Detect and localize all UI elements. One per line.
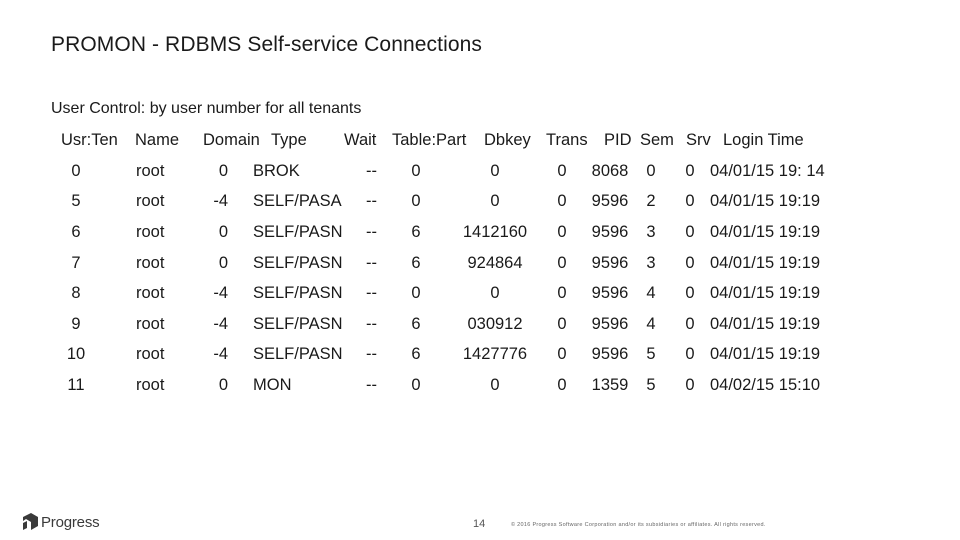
usr-cell: 10: [66, 345, 86, 363]
trans-cell: 0: [557, 254, 567, 272]
table-part-cell: 6: [411, 315, 421, 333]
name-cell: root: [136, 223, 165, 241]
trans-cell: 0: [557, 376, 567, 394]
table-part-cell: 6: [411, 254, 421, 272]
name-cell: root: [136, 162, 165, 180]
login-time-cell: 04/01/15 19: 14: [710, 162, 825, 180]
login-time-cell: 04/01/15 19:19: [710, 315, 821, 333]
dbkey-cell: 1412160: [462, 223, 528, 241]
copyright-notice: © 2016 Progress Software Corporation and/or its subsidiaries or affiliates. All rights reserved.: [511, 522, 766, 528]
pid-cell: 9596: [591, 315, 629, 333]
wait-cell: --: [366, 315, 377, 333]
wait-cell: --: [366, 345, 377, 363]
name-cell: root: [136, 284, 165, 302]
srv-cell: 0: [685, 223, 695, 241]
srv-cell: 0: [685, 345, 695, 363]
slide-subtitle: User Control: by user number for all tenants: [51, 100, 362, 117]
trans-cell: 0: [557, 315, 567, 333]
srv-cell: 0: [685, 162, 695, 180]
usr-cell: 0: [71, 162, 81, 180]
srv-cell: 0: [685, 376, 695, 394]
dbkey-cell: 0: [490, 376, 500, 394]
name-cell: root: [136, 376, 165, 394]
trans-cell: 0: [557, 223, 567, 241]
usr-cell: 6: [71, 223, 81, 241]
header-wait: Wait: [344, 131, 377, 149]
dbkey-cell: 1427776: [462, 345, 528, 363]
sem-cell: 3: [646, 254, 656, 272]
trans-cell: 0: [557, 284, 567, 302]
sem-cell: 3: [646, 223, 656, 241]
sem-cell: 2: [646, 192, 656, 210]
srv-cell: 0: [685, 284, 695, 302]
pid-cell: 9596: [591, 192, 629, 210]
pid-cell: 8068: [591, 162, 629, 180]
sem-cell: 5: [646, 345, 656, 363]
pid-cell: 9596: [591, 223, 629, 241]
wait-cell: --: [366, 192, 377, 210]
pid-cell: 9596: [591, 254, 629, 272]
wait-cell: --: [366, 254, 377, 272]
table-part-cell: 6: [411, 345, 421, 363]
domain-cell: -4: [213, 345, 228, 363]
dbkey-cell: 0: [490, 162, 500, 180]
wait-cell: --: [366, 284, 377, 302]
srv-cell: 0: [685, 254, 695, 272]
trans-cell: 0: [557, 162, 567, 180]
progress-logo-text: Progress: [41, 513, 100, 531]
sem-cell: 4: [646, 315, 656, 333]
header-type: Type: [271, 131, 307, 149]
name-cell: root: [136, 315, 165, 333]
pid-cell: 9596: [591, 284, 629, 302]
login-time-cell: 04/02/15 15:10: [710, 376, 821, 394]
slide-title: PROMON - RDBMS Self-service Connections: [51, 33, 483, 56]
header-trans: Trans: [546, 131, 588, 149]
usr-cell: 9: [71, 315, 81, 333]
wait-cell: --: [366, 162, 377, 180]
srv-cell: 0: [685, 192, 695, 210]
table-part-cell: 0: [411, 376, 421, 394]
domain-cell: 0: [218, 223, 228, 241]
progress-logo-icon: [22, 513, 38, 531]
table-part-cell: 0: [411, 284, 421, 302]
header-usr-ten: Usr:Ten: [61, 131, 118, 149]
domain-cell: -4: [213, 192, 228, 210]
dbkey-cell: 0: [490, 192, 500, 210]
wait-cell: --: [366, 376, 377, 394]
domain-cell: 0: [218, 376, 228, 394]
pid-cell: 1359: [591, 376, 629, 394]
table-part-cell: 6: [411, 223, 421, 241]
table-part-cell: 0: [411, 162, 421, 180]
trans-cell: 0: [557, 345, 567, 363]
name-cell: root: [136, 345, 165, 363]
type-cell: SELF/PASN: [253, 315, 343, 333]
login-time-cell: 04/01/15 19:19: [710, 254, 821, 272]
type-cell: SELF/PASN: [253, 223, 343, 241]
sem-cell: 4: [646, 284, 656, 302]
header-domain: Domain: [203, 131, 260, 149]
login-time-cell: 04/01/15 19:19: [710, 345, 821, 363]
dbkey-cell: 030912: [467, 315, 523, 333]
domain-cell: -4: [213, 315, 228, 333]
type-cell: SELF/PASN: [253, 254, 343, 272]
dbkey-cell: 924864: [467, 254, 523, 272]
header-sem: Sem: [640, 131, 674, 149]
usr-cell: 5: [71, 192, 81, 210]
header-table-part: Table:Part: [392, 131, 467, 149]
header-pid: PID: [604, 131, 632, 149]
domain-cell: 0: [218, 254, 228, 272]
usr-cell: 8: [71, 284, 81, 302]
table-part-cell: 0: [411, 192, 421, 210]
dbkey-cell: 0: [490, 284, 500, 302]
type-cell: SELF/PASN: [253, 284, 343, 302]
domain-cell: -4: [213, 284, 228, 302]
type-cell: SELF/PASA: [253, 192, 342, 210]
header-dbkey: Dbkey: [484, 131, 531, 149]
usr-cell: 7: [71, 254, 81, 272]
trans-cell: 0: [557, 192, 567, 210]
login-time-cell: 04/01/15 19:19: [710, 284, 821, 302]
header-srv: Srv: [686, 131, 711, 149]
sem-cell: 0: [646, 162, 656, 180]
header-name: Name: [135, 131, 180, 149]
domain-cell: 0: [218, 162, 228, 180]
type-cell: BROK: [253, 162, 300, 180]
login-time-cell: 04/01/15 19:19: [710, 192, 821, 210]
progress-logo: [22, 513, 99, 531]
wait-cell: --: [366, 223, 377, 241]
pid-cell: 9596: [591, 345, 629, 363]
page-number: 14: [473, 518, 486, 530]
type-cell: MON: [253, 376, 292, 394]
srv-cell: 0: [685, 315, 695, 333]
type-cell: SELF/PASN: [253, 345, 343, 363]
login-time-cell: 04/01/15 19:19: [710, 223, 821, 241]
name-cell: root: [136, 254, 165, 272]
header-login-time: Login Time: [723, 131, 804, 149]
sem-cell: 5: [646, 376, 656, 394]
usr-cell: 11: [67, 376, 85, 394]
name-cell: root: [136, 192, 165, 210]
